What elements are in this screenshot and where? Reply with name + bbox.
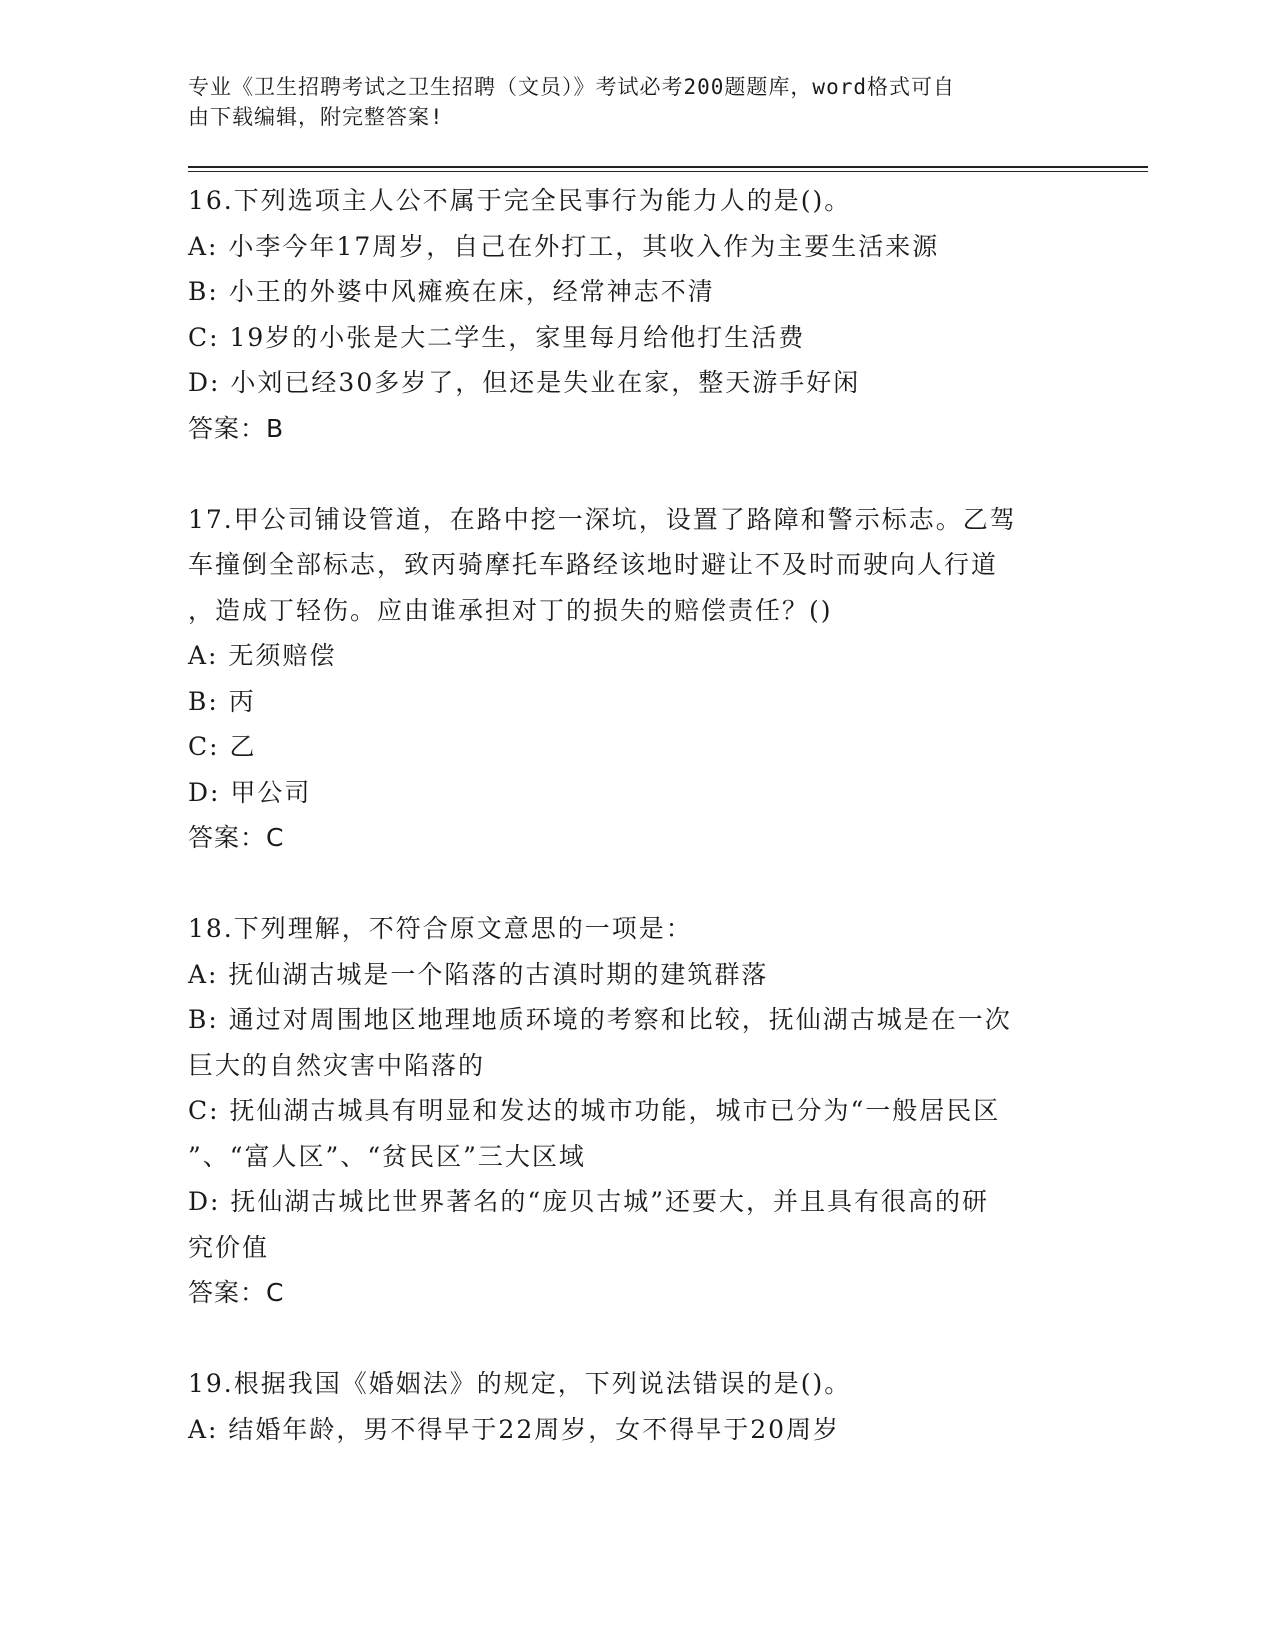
option-a: A: 小李今年17周岁，自己在外打工，其收入作为主要生活来源 [188,231,940,261]
document-header [188,72,1068,132]
question-stem-line: 车撞倒全部标志，致丙骑摩托车路经该地时避让不及时而驶向人行道 [188,550,999,579]
question-list [188,178,1068,1452]
question-stem: 19.根据我国《婚姻法》的规定，下列说法错误的是()。 [188,1369,852,1398]
option-b: B: 丙 [188,686,256,716]
divider-thin [188,171,1148,172]
question-stem: 16.下列选项主人公不属于完全民事行为能力人的是()。 [188,186,852,215]
header-divider [188,166,1148,172]
option-d: D: 小刘已经30多岁了，但还是失业在家，整天游手好闲 [188,368,861,397]
answer-line: 答案：C [188,823,285,852]
option-d-continued: 究价值 [188,1232,270,1262]
answer-line: 答案：B [188,413,285,443]
question-17 [188,497,1068,861]
document-page [188,72,1148,1452]
divider-thick [188,166,1148,168]
option-c: C: 抚仙湖古城具有明显和发达的城市功能，城市已分为“一般居民区 [188,1096,1001,1125]
spacer [188,1316,1068,1362]
option-d: D: 抚仙湖古城比世界著名的“庞贝古城”还要大，并且具有很高的研 [188,1187,989,1216]
option-a: A: 无须赔偿 [188,641,337,670]
option-c-continued: ”、“富人区”、“贫民区”三大区域 [188,1141,586,1171]
spacer [188,451,1068,497]
option-d: D: 甲公司 [188,777,312,807]
answer-line: 答案：C [188,1278,285,1307]
option-a: A: 抚仙湖古城是一个陷落的古滇时期的建筑群落 [188,959,769,989]
option-b-continued: 巨大的自然灾害中陷落的 [188,1050,486,1080]
spacer [188,861,1068,907]
header-line: 专业《卫生招聘考试之卫生招聘（文员）》考试必考200题题库，word格式可自 [188,75,955,99]
header-line: 由下载编辑，附完整答案! [188,105,444,129]
option-b: B: 通过对周围地区地理地质环境的考察和比较，抚仙湖古城是在一次 [188,1005,1012,1034]
option-b: B: 小王的外婆中风瘫痪在床，经常神志不清 [188,277,715,306]
question-19 [188,1361,1068,1452]
question-stem: 18.下列理解，不符合原文意思的一项是： [188,914,693,943]
question-stem-line: 17.甲公司铺设管道，在路中挖一深坑，设置了路障和警示标志。乙驾 [188,504,1017,534]
question-18 [188,906,1068,1316]
option-c: C: 19岁的小张是大二学生，家里每月给他打生活费 [188,322,806,352]
option-c: C: 乙 [188,732,257,761]
question-stem-line: ，造成丁轻伤。应由谁承担对丁的损失的赔偿责任？() [188,595,833,625]
question-16 [188,178,1068,451]
option-a: A: 结婚年龄，男不得早于22周岁，女不得早于20周岁 [188,1414,841,1444]
